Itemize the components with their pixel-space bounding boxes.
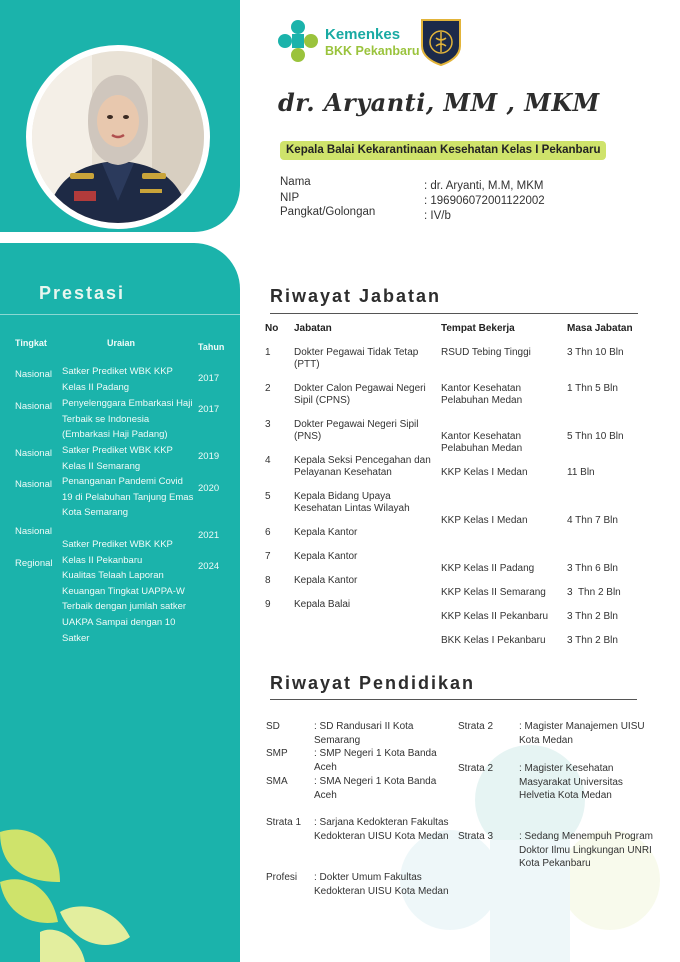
prestasi-uraian: Satker Prediket WBK KKP Kelas II Padang bbox=[62, 366, 173, 393]
prestasi-header-uraian: Uraian bbox=[107, 338, 136, 348]
jabatan-no: 5 bbox=[265, 491, 271, 502]
jabatan-tempat: KKP Kelas I Medan bbox=[441, 467, 528, 478]
identity-label: NIP bbox=[280, 192, 300, 204]
jabatan-no: 2 bbox=[265, 383, 271, 394]
prestasi-uraian: Satker Prediket WBK KKP Kelas II Semarang bbox=[62, 445, 173, 472]
page-title: dr. Aryanti, MM , MKM bbox=[278, 88, 600, 117]
prestasi-header-tahun: Tahun bbox=[198, 342, 225, 352]
jabatan-tempat: KKP Kelas II Padang bbox=[441, 563, 535, 574]
prestasi-tahun: 2017 bbox=[198, 404, 220, 415]
jabatan-tempat: KKP Kelas II Semarang bbox=[441, 587, 546, 598]
prestasi-tingkat: Nasional bbox=[15, 479, 52, 490]
prestasi-tingkat: Regional bbox=[15, 558, 53, 569]
prestasi-tahun: 2017 bbox=[198, 373, 220, 384]
edu-level: Strata 1 bbox=[266, 817, 302, 828]
prestasi-tingkat: Nasional bbox=[15, 448, 52, 459]
jabatan-masa: 3 Thn 2 Bln bbox=[567, 587, 621, 598]
edu-level: Strata 2 bbox=[458, 763, 494, 774]
edu-value: : SD Randusari II Kota Semarang bbox=[314, 721, 414, 746]
jabatan-header-masa: Masa Jabatan bbox=[567, 323, 633, 334]
edu-level: SMP bbox=[266, 748, 288, 759]
jabatan-masa: 1 Thn 5 Bln bbox=[567, 383, 618, 394]
jabatan-no: 4 bbox=[265, 455, 271, 466]
edu-value: : Magister Kesehatan Masyarakat Universitas Helvetia Kota Medan bbox=[519, 763, 623, 801]
jabatan-no: 9 bbox=[265, 599, 271, 610]
logo-title: Kemenkes bbox=[325, 26, 401, 43]
jabatan-heading: Riwayat Jabatan bbox=[270, 286, 442, 306]
jabatan-masa: 3 Thn 2 Bln bbox=[567, 635, 618, 646]
prestasi-tahun: 2020 bbox=[198, 483, 220, 494]
jabatan-tempat: KKP Kelas II Pekanbaru bbox=[441, 611, 549, 622]
jabatan-tempat: Kantor Kesehatan Pelabuhan Medan bbox=[441, 431, 523, 454]
jabatan-no: 8 bbox=[265, 575, 271, 586]
edu-value: : Magister Manajemen UISU Kota Medan bbox=[519, 721, 645, 746]
jabatan-title: Kepala Kantor bbox=[294, 575, 358, 586]
jabatan-masa: 3 Thn 6 Bln bbox=[567, 563, 618, 574]
prestasi-tahun: 2021 bbox=[198, 530, 220, 541]
edu-value: : Dokter Umum Fakultas Kedokteran UISU Kota Medan bbox=[314, 872, 449, 897]
jabatan-masa: 3 Thn 2 Bln bbox=[567, 611, 618, 622]
identity-label: Nama bbox=[280, 176, 311, 188]
logo-subtitle: BKK Pekanbaru bbox=[325, 44, 420, 58]
jabatan-title: Dokter Calon Pegawai Negeri Sipil (CPNS) bbox=[294, 383, 426, 406]
prestasi-tahun: 2024 bbox=[198, 561, 220, 572]
prestasi-uraian: Kualitas Telaah Laporan Keuangan Tingkat UAPPA-W Terbaik dengan jumlah satker UAKPA Sampai dengan 10 Satker bbox=[62, 570, 187, 644]
edu-level: SMA bbox=[266, 776, 288, 787]
decor-leaf-icon bbox=[0, 812, 140, 962]
prestasi-tingkat: Nasional bbox=[15, 526, 52, 537]
prestasi-uraian: Satker Prediket WBK KKP Kelas II Pekanbaru bbox=[62, 539, 173, 566]
jabatan-no: 6 bbox=[265, 527, 271, 538]
jabatan-no: 7 bbox=[265, 551, 271, 562]
position-label: Kepala Balai Kekarantinaan Kesehatan Kelas I Pekanbaru bbox=[280, 141, 606, 160]
prestasi-header-tingkat: Tingkat bbox=[15, 338, 47, 348]
quarantine-badge-icon bbox=[420, 18, 462, 70]
prestasi-tingkat: Nasional bbox=[15, 401, 52, 412]
jabatan-no: 3 bbox=[265, 419, 271, 430]
identity-value: : IV/b bbox=[424, 210, 451, 222]
prestasi-uraian: Penanganan Pandemi Covid 19 di Pelabuhan Tanjung Emas Kota Semarang bbox=[62, 476, 194, 519]
edu-value: : Sarjana Kedokteran Fakultas Kedokteran UISU Kota Medan bbox=[314, 817, 449, 842]
pendidikan-divider bbox=[270, 699, 637, 700]
jabatan-tempat: BKK Kelas I Pekanbaru bbox=[441, 635, 546, 646]
prestasi-uraian: Penyelenggara Embarkasi Haji Terbaik se Indonesia (Embarkasi Haji Padang) bbox=[62, 398, 193, 441]
jabatan-title: Dokter Pegawai Negeri Sipil (PNS) bbox=[294, 419, 419, 442]
jabatan-masa: 4 Thn 7 Bln bbox=[567, 515, 618, 526]
edu-level: Strata 2 bbox=[458, 721, 494, 732]
kemenkes-logo-icon bbox=[278, 20, 318, 66]
jabatan-title: Kepala Kantor bbox=[294, 551, 358, 562]
identity-label: Pangkat/Golongan bbox=[280, 206, 376, 218]
edu-value: : Sedang Menempuh Program Doktor Ilmu Lingkungan UNRI Kota Pekanbaru bbox=[519, 831, 653, 869]
edu-value: : SMA Negeri 1 Kota Banda Aceh bbox=[314, 776, 437, 801]
jabatan-masa: 3 Thn 10 Bln bbox=[567, 347, 624, 358]
edu-level: SD bbox=[266, 721, 280, 732]
prestasi-heading: Prestasi bbox=[39, 283, 126, 303]
jabatan-title: Kepala Seksi Pencegahan dan Pelayanan Kesehatan bbox=[294, 455, 431, 478]
prestasi-divider bbox=[0, 314, 240, 315]
edu-level: Strata 3 bbox=[458, 831, 494, 842]
jabatan-no: 1 bbox=[265, 347, 271, 358]
jabatan-title: Kepala Kantor bbox=[294, 527, 358, 538]
edu-level: Profesi bbox=[266, 872, 298, 883]
jabatan-tempat: KKP Kelas I Medan bbox=[441, 515, 528, 526]
jabatan-masa: 11 Bln bbox=[567, 467, 595, 478]
identity-value: : 196906072001122002 bbox=[424, 195, 545, 207]
jabatan-header-no: No bbox=[265, 323, 279, 334]
jabatan-tempat: Kantor Kesehatan Pelabuhan Medan bbox=[441, 383, 523, 406]
jabatan-header-jabatan: Jabatan bbox=[294, 323, 332, 334]
prestasi-tahun: 2019 bbox=[198, 451, 220, 462]
edu-value: : SMP Negeri 1 Kota Banda Aceh bbox=[314, 748, 437, 773]
jabatan-title: Kepala Bidang Upaya Kesehatan Lintas Wilayah bbox=[294, 491, 410, 514]
jabatan-header-tempat: Tempat Bekerja bbox=[441, 323, 515, 334]
jabatan-title: Kepala Balai bbox=[294, 599, 351, 610]
jabatan-title: Dokter Pegawai Tidak Tetap (PTT) bbox=[294, 347, 419, 370]
identity-value: : dr. Aryanti, M.M, MKM bbox=[424, 180, 544, 192]
prestasi-tingkat: Nasional bbox=[15, 369, 52, 380]
portrait-photo bbox=[32, 51, 204, 223]
pendidikan-heading: Riwayat Pendidikan bbox=[270, 673, 476, 693]
jabatan-masa: 5 Thn 10 Bln bbox=[567, 431, 624, 442]
jabatan-tempat: RSUD Tebing Tinggi bbox=[441, 347, 531, 358]
jabatan-divider bbox=[270, 313, 638, 314]
